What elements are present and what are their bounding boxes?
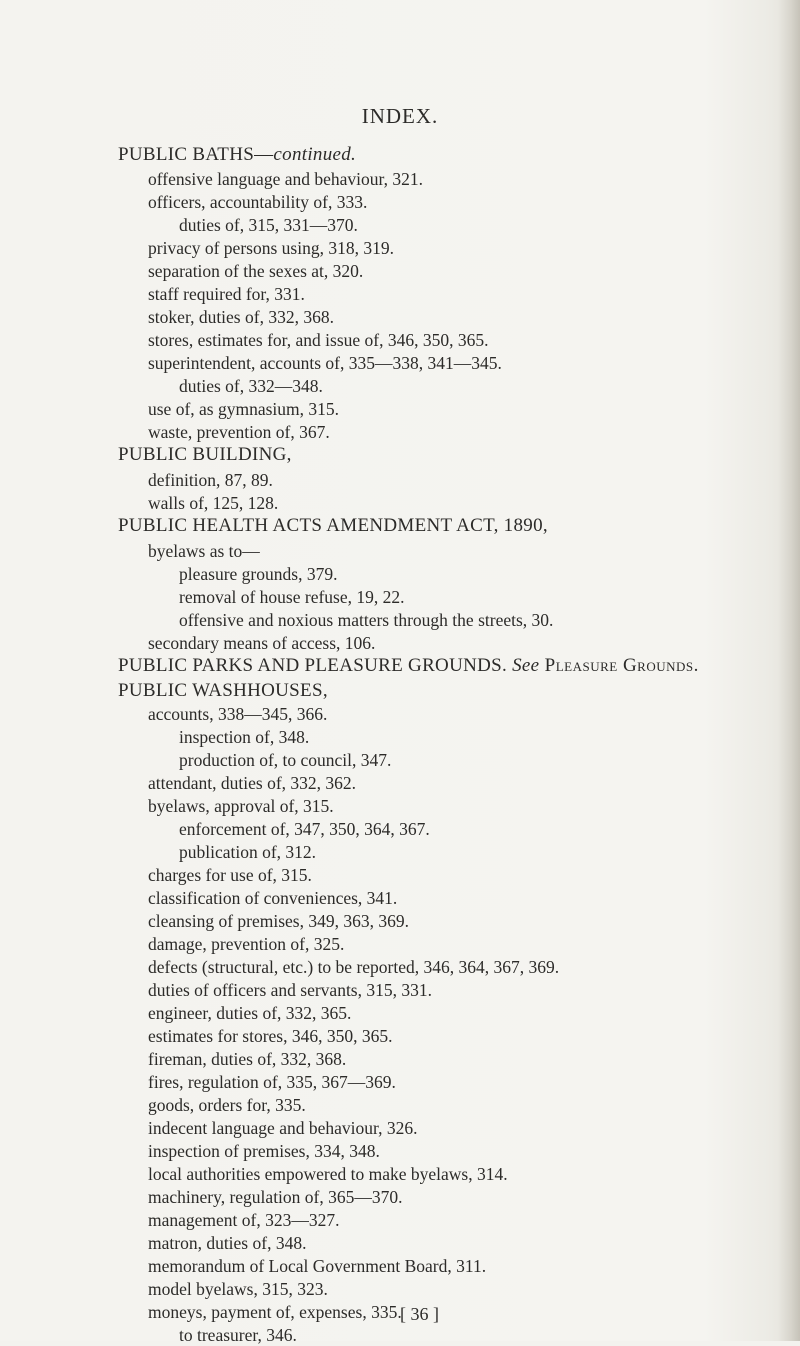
entry-text: publication of, 312. — [179, 842, 317, 862]
index-subentry — [148, 1071, 396, 1093]
entry-text: goods, orders for, 335. — [148, 1095, 306, 1115]
index-subentry — [179, 726, 309, 748]
entry-text: staff required for, 331. — [148, 284, 305, 304]
entry-text: PUBLIC BUILDING, — [118, 444, 292, 465]
index-subentry — [148, 540, 260, 562]
index-subentry — [179, 818, 430, 840]
entry-text: byelaws as to— — [148, 541, 260, 561]
index-subentry — [148, 168, 423, 190]
index-subentry — [179, 375, 323, 397]
entry-text: removal of house refuse, 19, 22. — [179, 587, 405, 607]
entry-text: separation of the sexes at, 320. — [148, 261, 364, 281]
entry-text: byelaws, approval of, 315. — [148, 796, 334, 816]
index-subentry — [148, 237, 394, 259]
index-subentry — [148, 329, 489, 351]
index-heading — [118, 680, 328, 702]
index-subentry — [148, 1048, 346, 1070]
entry-text: definition, 87, 89. — [148, 470, 273, 490]
entry-text: memorandum of Local Government Board, 311. — [148, 1256, 487, 1276]
entry-text: duties of officers and servants, 315, 331. — [148, 980, 432, 1000]
entry-text: stores, estimates for, and issue of, 346, 350, 365. — [148, 330, 489, 350]
index-subentry — [148, 492, 278, 514]
entry-text: fireman, duties of, 332, 368. — [148, 1049, 347, 1069]
entry-text: model byelaws, 315, 323. — [148, 1279, 328, 1299]
index-subentry — [148, 1232, 306, 1254]
index-subentry — [148, 703, 327, 725]
index-subentry — [148, 1186, 403, 1208]
entry-text: PUBLIC PARKS AND PLEASURE GROUNDS. — [118, 655, 513, 676]
entry-italic: continued. — [273, 144, 357, 165]
index-subentry — [148, 956, 559, 978]
entry-text: inspection of premises, 334, 348. — [148, 1141, 380, 1161]
entry-text: classification of conveniences, 341. — [148, 888, 398, 908]
index-heading — [118, 144, 356, 166]
entry-text: superintendent, accounts of, 335—338, 341—345. — [148, 353, 502, 373]
index-subentry — [148, 795, 334, 817]
index-subentry — [148, 1094, 306, 1116]
entry-text: stoker, duties of, 332, 368. — [148, 307, 334, 327]
index-subentry — [148, 352, 502, 374]
index-subentry — [179, 609, 553, 631]
entry-text: walls of, 125, 128. — [148, 493, 279, 513]
entry-text: offensive language and behaviour, 321. — [148, 169, 424, 189]
entry-text: pleasure grounds, 379. — [179, 564, 338, 584]
page-header: INDEX. — [361, 104, 439, 128]
entry-text: inspection of, 348. — [179, 727, 310, 747]
index-subentry — [148, 421, 330, 443]
entry-cross-reference: Pleasure Grounds. — [539, 655, 699, 676]
entry-text: damage, prevention of, 325. — [148, 934, 345, 954]
index-subentry — [148, 1002, 351, 1024]
entry-text: management of, 323—327. — [148, 1210, 340, 1230]
entry-text: accounts, 338—345, 366. — [148, 704, 328, 724]
index-subentry — [179, 1324, 297, 1346]
index-subentry — [148, 1278, 328, 1300]
entry-text: PUBLIC HEALTH ACTS AMENDMENT ACT, 1890, — [118, 515, 548, 536]
index-subentry — [148, 398, 339, 420]
entry-italic: See — [512, 655, 540, 676]
index-subentry — [148, 1117, 417, 1139]
page-number: [ 36 ] — [400, 1304, 439, 1324]
entry-text: production of, to council, 347. — [179, 750, 392, 770]
index-subentry — [179, 841, 316, 863]
entry-text: PUBLIC BATHS— — [118, 144, 274, 165]
entry-text: estimates for stores, 346, 350, 365. — [148, 1026, 393, 1046]
index-subentry — [179, 563, 337, 585]
entry-text: duties of, 332—348. — [179, 376, 323, 396]
index-subentry — [148, 1301, 402, 1323]
index-subentry — [148, 1255, 486, 1277]
index-subentry — [148, 306, 334, 328]
entry-text: indecent language and behaviour, 326. — [148, 1118, 418, 1138]
entry-text: privacy of persons using, 318, 319. — [148, 238, 394, 258]
index-subentry — [148, 910, 409, 932]
index-subentry — [148, 632, 375, 654]
index-heading — [118, 444, 292, 466]
entry-text: fires, regulation of, 335, 367—369. — [148, 1072, 396, 1092]
entry-text: duties of, 315, 331—370. — [179, 215, 358, 235]
index-subentry — [148, 979, 432, 1001]
entry-text: moneys, payment of, expenses, 335. — [148, 1302, 402, 1322]
index-subentry — [148, 1025, 392, 1047]
index-subentry — [148, 283, 305, 305]
index-subentry — [148, 191, 367, 213]
entry-text: local authorities empowered to make byelaws, 314. — [148, 1164, 508, 1184]
entry-text: PUBLIC WASHHOUSES, — [118, 680, 328, 701]
entry-text: secondary means of access, 106. — [148, 633, 376, 653]
index-subentry — [179, 749, 391, 771]
entry-text: machinery, regulation of, 365—370. — [148, 1187, 403, 1207]
entry-text: matron, duties of, 348. — [148, 1233, 307, 1253]
index-subentry — [148, 887, 397, 909]
index-subentry — [148, 469, 273, 491]
index-subentry — [179, 586, 405, 608]
index-subentry — [148, 1209, 339, 1231]
entry-text: defects (structural, etc.) to be reported, 346, 364, 367, 369. — [148, 957, 560, 977]
index-subentry — [148, 1140, 380, 1162]
entry-text: enforcement of, 347, 350, 364, 367. — [179, 819, 430, 839]
entry-text: attendant, duties of, 332, 362. — [148, 773, 357, 793]
index-subentry — [148, 260, 363, 282]
entry-text: use of, as gymnasium, 315. — [148, 399, 340, 419]
entry-text: charges for use of, 315. — [148, 865, 312, 885]
entry-text: cleansing of premises, 349, 363, 369. — [148, 911, 409, 931]
index-heading — [118, 655, 699, 677]
entry-text: engineer, duties of, 332, 365. — [148, 1003, 352, 1023]
index-subentry — [148, 933, 344, 955]
index-subentry — [148, 772, 356, 794]
page-edge-shadow — [778, 0, 800, 1341]
entry-text: offensive and noxious matters through the streets, 30. — [179, 610, 554, 630]
index-subentry — [148, 1163, 508, 1185]
index-subentry — [179, 214, 358, 236]
index-heading — [118, 515, 548, 537]
entry-text: waste, prevention of, 367. — [148, 422, 330, 442]
entry-text: to treasurer, 346. — [179, 1325, 297, 1345]
index-subentry — [148, 864, 312, 886]
entry-text: officers, accountability of, 333. — [148, 192, 368, 212]
